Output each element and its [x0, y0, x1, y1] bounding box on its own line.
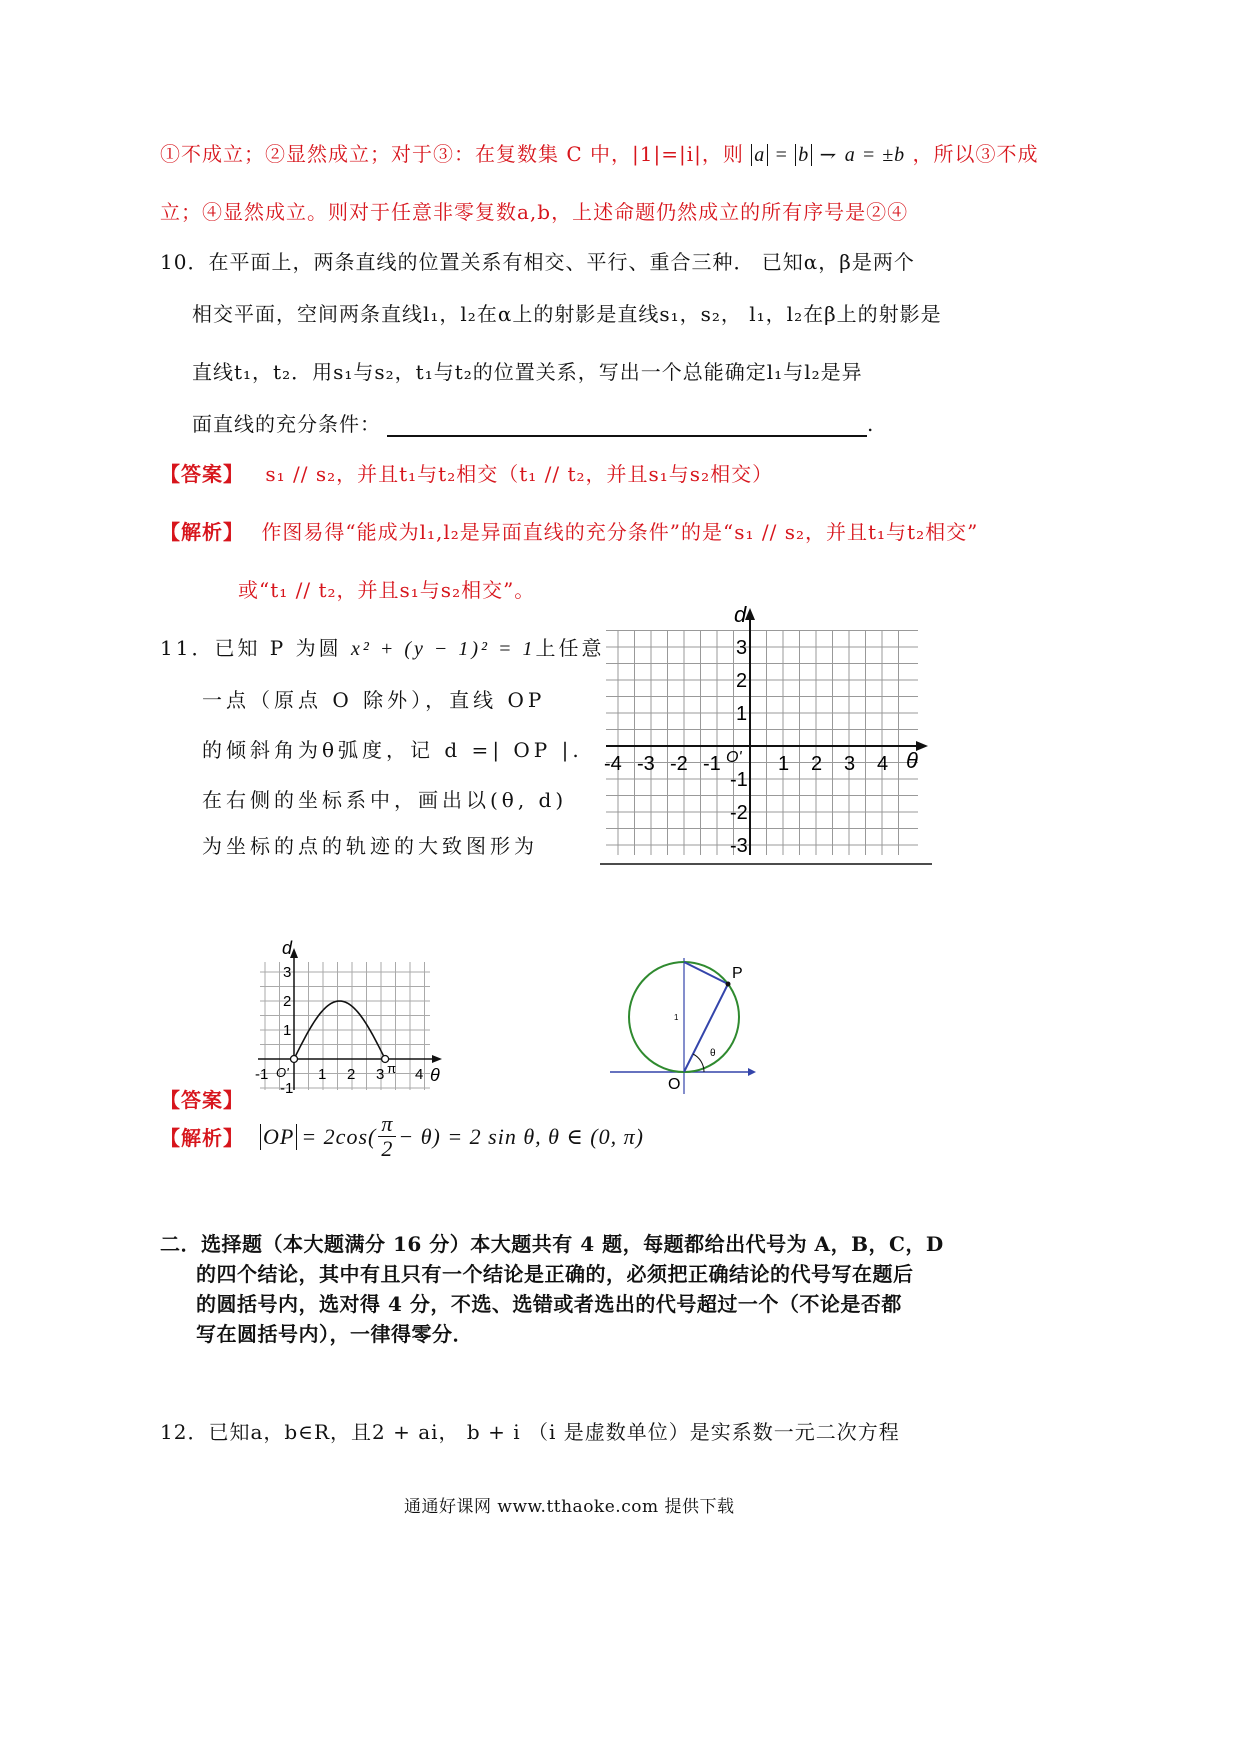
answer-x-tick-label: 3	[376, 1066, 385, 1083]
circle-figure	[608, 948, 768, 1098]
circle-x-arrow	[748, 1068, 756, 1076]
circle-equation: x² + (y − 1)² = 1	[350, 638, 536, 660]
pi-label: π	[387, 1061, 397, 1076]
q10-line2: 相交平面，空间两条直线l₁，l₂在α上的射影是直线s₁，s₂， l₁，l₂在β上的射影是	[192, 302, 942, 326]
pi-over-2	[378, 1112, 396, 1161]
q10-line4-end: .	[867, 412, 875, 436]
grid-y-tick-label: 3	[736, 637, 748, 659]
section2-line3: 的圆括号内，选对得 4 分，不选、选错或者选出的代号超过一个（不论是否都	[196, 1292, 902, 1316]
q10-line3: 直线t₁，t₂．用s₁与s₂，t₁与t₂的位置关系，写出一个总能确定l₁与l₂是异	[192, 360, 863, 384]
segment-op	[684, 984, 728, 1072]
q11-line5: 为坐标的点的轨迹的大致图形为	[202, 834, 538, 858]
answer-x-tick-label: 2	[347, 1066, 356, 1083]
analysis-mid: = 2cos(	[301, 1123, 377, 1149]
q11-line1-text: 11．已知 P 为圆	[160, 636, 351, 660]
q9-line1-end: ，所以③不成	[912, 142, 1039, 166]
page-footer: 通通好课网 www.tthaoke.com 提供下载	[404, 1497, 735, 1517]
answer-tag: 【答案】	[160, 462, 244, 486]
q9-line1-text: ①不成立；②显然成立；对于③：在复数集 C 中，|1|=|i|，则	[160, 142, 744, 166]
analysis-rest: − θ) = 2 sin θ, θ ∈ (0, π)	[398, 1123, 644, 1149]
y-axis-label: d	[734, 602, 747, 627]
q11-line1-end: 上任意	[535, 636, 605, 660]
q11-analysis-tag: 【解析】	[160, 1126, 244, 1150]
segment-top-p	[684, 962, 728, 984]
then-symbol: ⇁	[819, 142, 838, 166]
grid-x-tick-label: -1	[703, 753, 721, 775]
x-axis-label: θ	[906, 748, 918, 773]
grid-x-tick-label: -4	[604, 753, 622, 775]
q10-line1: 10．在平面上，两条直线的位置关系有相交、平行、重合三种． 已知α，β是两个	[160, 250, 915, 274]
grid-y-tick-label: -2	[730, 802, 748, 824]
answer-blank	[387, 415, 867, 437]
grid-y-tick-label: 1	[736, 703, 748, 725]
q10-analysis-line2: 或“t₁ // t₂，并且s₁与s₂相交”。	[238, 578, 536, 602]
op-abs: OP	[260, 1124, 297, 1150]
abs-b: b	[795, 144, 812, 166]
section2-line2: 的四个结论，其中有且只有一个结论是正确的，必须把正确结论的代号写在题后	[196, 1262, 914, 1286]
circle-theta-label: θ	[710, 1048, 716, 1059]
grid-x-tick-label: 4	[877, 753, 889, 775]
answer-x-tick-label: 4	[415, 1066, 424, 1083]
abs-a: a	[751, 144, 768, 166]
answer-x-tick-label: 1	[318, 1066, 327, 1083]
q10-line4-text: 面直线的充分条件：	[192, 412, 381, 436]
answer-y-tick-label: -1	[280, 1080, 294, 1097]
q11-line2: 一点（原点 O 除外），直线 OP	[202, 688, 546, 712]
point-p	[726, 982, 731, 987]
q9-explanation-line2: 立；④显然成立。则对于任意非零复数a,b，上述命题仍然成立的所有序号是②④	[160, 200, 909, 224]
grid-x-tick-label: 1	[778, 753, 790, 775]
q10-analysis-line1	[160, 516, 978, 545]
answer-y-tick-label: 3	[283, 964, 292, 981]
q10-answer-text: s₁ // s₂，并且t₁与t₂相交（t₁ // t₂，并且s₁与s₂相交）	[265, 462, 774, 486]
q11-line3: 的倾斜角为θ弧度，记 d =| OP |.	[202, 738, 583, 762]
a-eq-pm-b: a = ±b	[844, 144, 906, 166]
grid-x-tick-label: -3	[637, 753, 655, 775]
q11-line1	[160, 632, 605, 661]
q12-line1: 12．已知a，b∈R，且2 + ai， b + i （i 是虚数单位）是实系数一元二次方程	[160, 1420, 900, 1444]
grid-y-tick-label: -1	[730, 769, 748, 791]
grid-y-tick-label: 2	[736, 670, 748, 692]
grid-x-tick-label: 3	[844, 753, 856, 775]
answer-y-label: d	[282, 940, 293, 958]
point-p-label: P	[732, 965, 743, 982]
y-axis-arrow	[745, 608, 755, 620]
grid-x-tick-label: 2	[811, 753, 823, 775]
frac-den: 2	[381, 1136, 394, 1161]
open-endpoint-start	[291, 1056, 298, 1063]
grid-x-tick-label: -2	[670, 753, 688, 775]
answer-x-label: θ	[430, 1065, 440, 1085]
q10-answer	[160, 458, 773, 487]
section2-line1: 二．选择题（本大题满分 16 分）本大题共有 4 题，每题都给出代号为 A，B，C，D	[160, 1232, 944, 1256]
q11-analysis	[160, 1112, 644, 1161]
answer-x-tick-label: -1	[255, 1066, 269, 1083]
answer-y-tick-label: 1	[283, 1022, 292, 1039]
q11-answer-tag: 【答案】	[160, 1088, 244, 1112]
q9-explanation-line1: ①不成立；②显然成立；对于③：在复数集 C 中，|1|=|i|，则 a = b ⇁ a = ±b ，所以③不成	[160, 142, 1039, 166]
answer-origin-label: O'	[276, 1065, 289, 1080]
circle-tick-label: 1	[674, 1013, 679, 1022]
answer-y-tick-label: 2	[283, 993, 292, 1010]
grid-y-tick-label: -3	[730, 835, 748, 857]
origin-label: O'	[726, 749, 742, 766]
circle-origin-label: O	[668, 1076, 681, 1093]
answer-x-arrow	[432, 1055, 442, 1063]
analysis-tag: 【解析】	[160, 520, 244, 544]
blank-coordinate-grid	[598, 600, 958, 870]
answer-chart	[254, 940, 454, 1100]
q10-line4	[192, 408, 874, 437]
section2-line4: 写在圆括号内），一律得零分．	[196, 1322, 473, 1346]
q11-line4: 在右侧的坐标系中，画出以(θ, d)	[202, 788, 568, 812]
frac-num: π	[378, 1112, 396, 1137]
q10-analysis-text: 作图易得“能成为l₁,l₂是异面直线的充分条件”的是“s₁ // s₂，并且t₁与t₂相交”	[261, 520, 979, 544]
